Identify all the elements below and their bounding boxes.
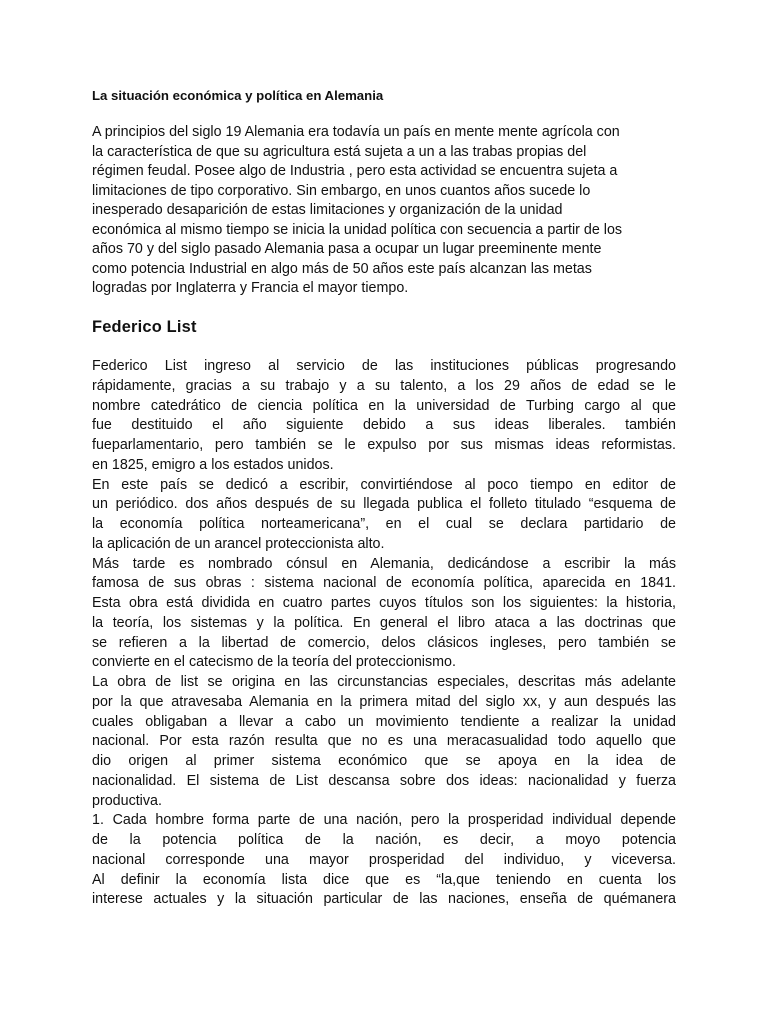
body-line: interese actuales y la situación particular de las naciones, enseña de quémanera — [92, 891, 676, 908]
body-line: famosa de sus obras : sistema nacional de economía política, aparecida en 1841. — [92, 575, 676, 592]
body-line: Federico List ingreso al servicio de las instituciones públicas progresando — [92, 358, 676, 374]
intro-line: años 70 y del siglo pasado Alemania pasa a ocupar un lugar preeminente mente — [92, 241, 602, 257]
intro-line: la característica de que su agricultura está sujeta a un a las trabas propias del — [92, 143, 587, 160]
body-line: Esta obra está dividida en cuatro partes cuyos títulos son los siguientes: la historia, — [92, 595, 676, 611]
document-heading: La situación económica y política en Alemania — [92, 88, 384, 103]
body-line: nacional. Por esta razón resulta que no es una meracasualidad todo aquello que — [92, 733, 676, 750]
intro-line: régimen feudal. Posee algo de Industria , pero esta actividad se encuentra sujeta a — [92, 163, 618, 179]
federico-list-body — [92, 357, 676, 910]
body-line: en 1825, emigro a los estados unidos. — [92, 456, 334, 473]
intro-line: A principios del siglo 19 Alemania era todavía un país en mente mente agrícola con — [92, 124, 620, 140]
intro-line: como potencia Industrial en algo más de 50 años este país alcanzan las metas — [92, 260, 592, 277]
body-line: un periódico. dos años después de su llegada publica el folleto titulado “esquema de — [92, 496, 676, 513]
section-title: Federico List — [92, 318, 197, 336]
intro-line: limitaciones de tipo corporativo. Sin embargo, en unos cuantos años sucede lo — [92, 182, 591, 199]
body-line: convierte en el catecismo de la teoría del proteccionismo. — [92, 654, 456, 671]
body-line: fue destituido el año siguiente debido a sus ideas liberales. también — [92, 417, 676, 434]
body-line: nacional corresponde una mayor prosperidad del individuo, y viceversa. — [92, 851, 676, 868]
body-line: la teoría, los sistemas y la política. En general el libro ataca a las doctrinas que — [92, 614, 676, 631]
body-line: productiva. — [92, 792, 162, 809]
body-line: rápidamente, gracias a su trabajo y a su talento, a los 29 años de edad se le — [92, 377, 676, 394]
body-line: la economía política norteamericana”, en el cual se declara partidario de — [92, 516, 676, 532]
intro-line: inesperado desaparición de estas limitaciones y organización de la unidad — [92, 202, 563, 218]
body-line: La obra de list se origina en las circunstancias especiales, descritas más adelante — [92, 674, 676, 690]
body-line: nombre catedrático de ciencia política en la universidad de Turbing cargo al que — [92, 397, 676, 414]
body-line: dio origen al primer sistema económico que se apoya en la idea de — [92, 753, 676, 769]
body-line: fueparlamentario, pero también se le expulso por sus mismas ideas reformistas. — [92, 437, 676, 453]
intro-paragraph — [92, 123, 682, 299]
body-line: Al definir la economía lista dice que es “la,que teniendo en cuenta los — [92, 871, 676, 888]
intro-line: económica al mismo tiempo se inicia la unidad política con secuencia a partir de los — [92, 221, 623, 238]
body-line: se refieren a la libertad de comercio, delos clásicos ingleses, pero también se — [92, 634, 676, 651]
intro-line: logradas por Inglaterra y Francia el mayor tiempo. — [92, 280, 409, 296]
body-line: nacionalidad. El sistema de List descansa sobre dos ideas: nacionalidad y fuerza — [92, 772, 676, 789]
body-line: Más tarde es nombrado cónsul en Alemania, dedicándose a escribir la más — [92, 555, 676, 572]
body-line: por la que atravesaba Alemania en la primera mitad del siglo xx, y aun después las — [92, 693, 676, 710]
body-line: En este país se dedicó a escribir, convirtiéndose al poco tiempo en editor de — [92, 476, 676, 493]
body-line: cuales obligaban a llevar a cabo un movimiento tendiente a realizar la unidad — [92, 713, 676, 730]
body-line: 1. Cada hombre forma parte de una nación, pero la prosperidad individual depende — [92, 812, 676, 829]
body-line: la aplicación de un arancel proteccionista alto. — [92, 535, 385, 552]
body-line: de la potencia política de la nación, es decir, a moyo potencia — [92, 832, 676, 848]
